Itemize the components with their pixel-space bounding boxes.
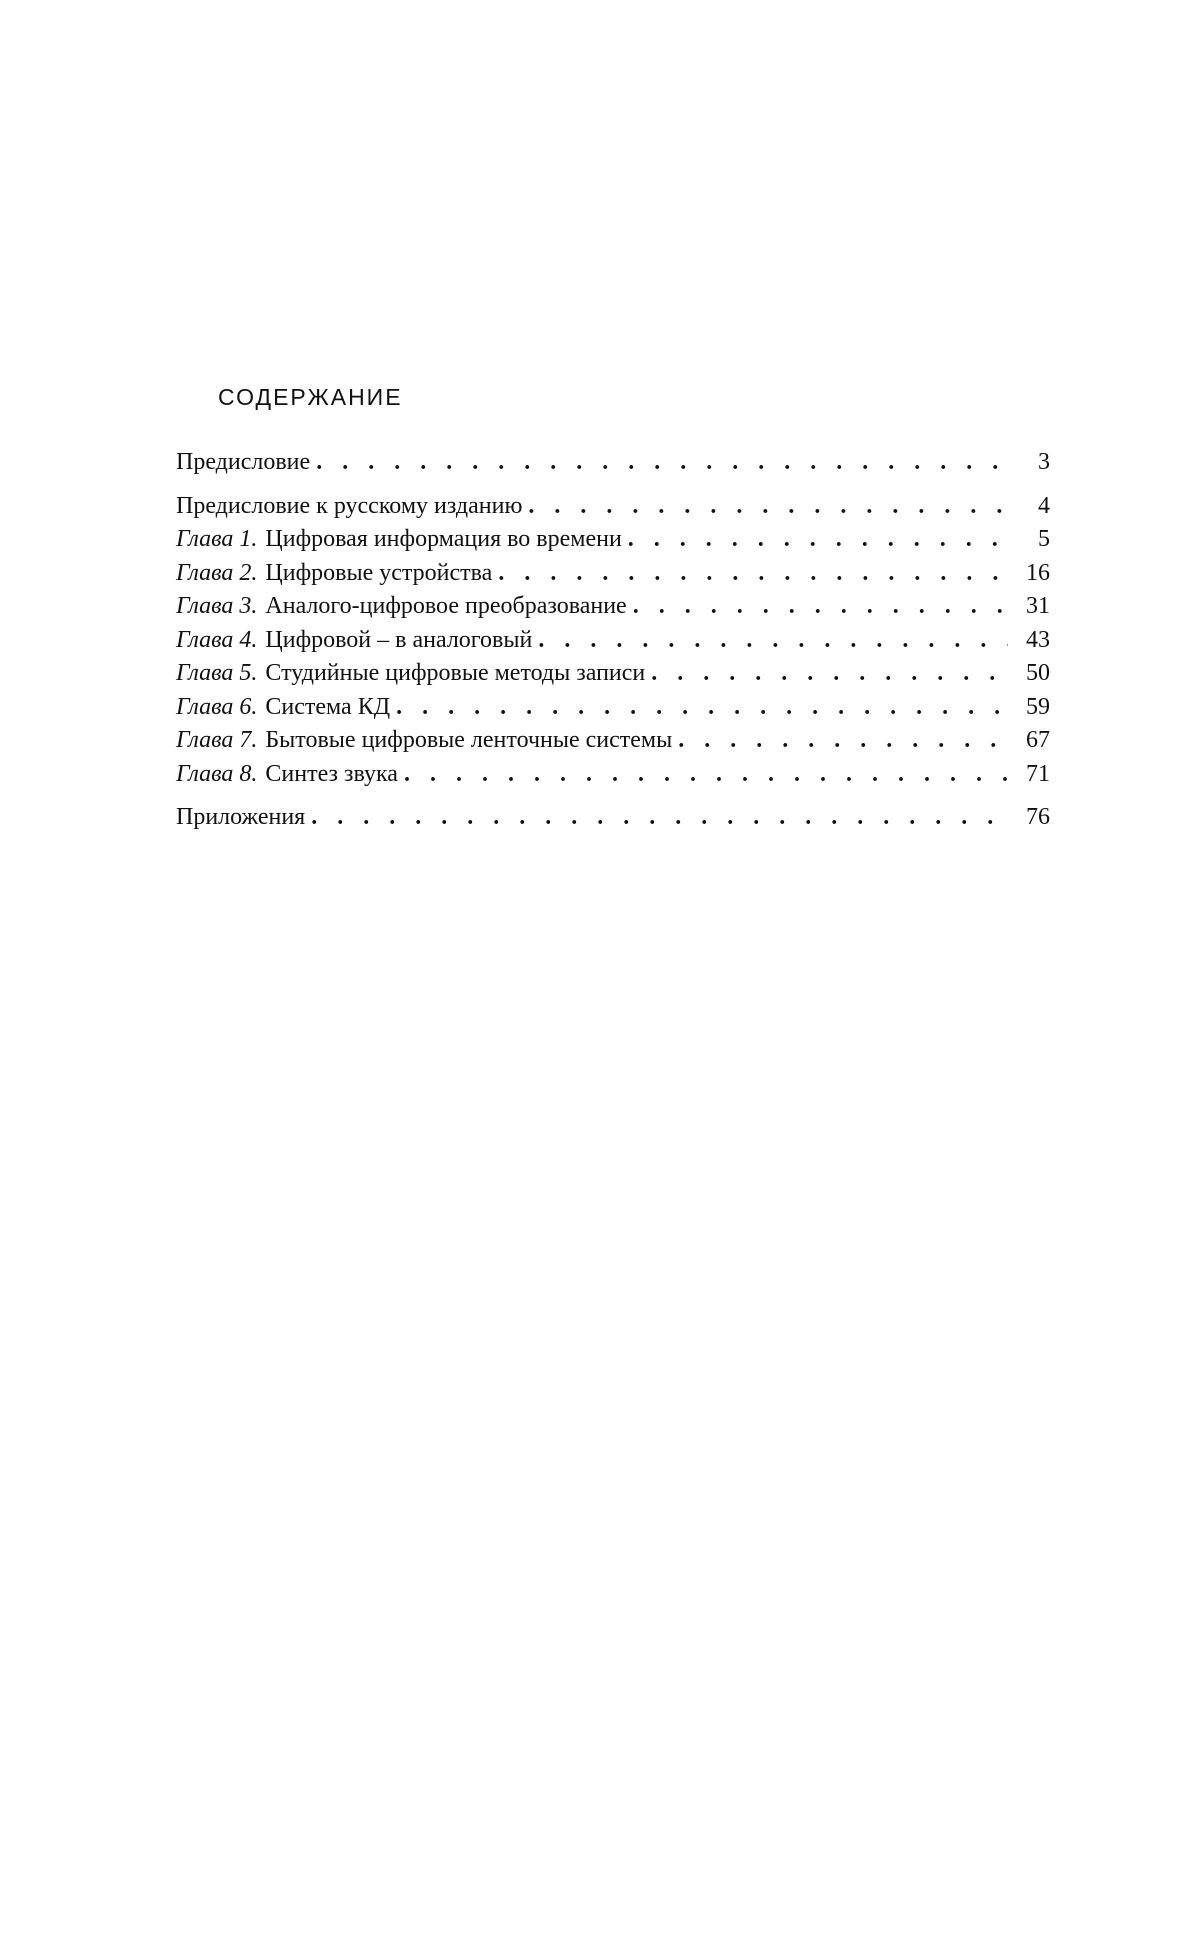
dot-leader bbox=[311, 801, 1008, 835]
dot-leader bbox=[396, 691, 1008, 725]
dot-leader bbox=[404, 758, 1008, 792]
toc-entry-page: 71 bbox=[1026, 760, 1050, 787]
toc-chapter-number: Глава 7. bbox=[176, 727, 258, 753]
toc-entry-chapter-7 bbox=[176, 724, 1050, 758]
toc-chapter-number: Глава 5. bbox=[176, 660, 258, 686]
toc-entry-title: Предисловие bbox=[176, 449, 311, 475]
toc-chapter-number: Глава 3. bbox=[176, 593, 258, 619]
toc-entry-page: 5 bbox=[1038, 526, 1050, 552]
toc-entry-preface bbox=[176, 446, 1050, 480]
toc-entry-page: 4 bbox=[1038, 492, 1050, 519]
dot-leader bbox=[651, 657, 1008, 691]
toc-entry-title: Цифровой – в аналоговый bbox=[265, 626, 533, 653]
toc-chapter-number: Глава 4. bbox=[176, 626, 258, 653]
toc-entry-chapter-4 bbox=[176, 624, 1050, 658]
toc-chapter-number: Глава 8. bbox=[176, 760, 258, 787]
toc-entry-chapter-2 bbox=[176, 557, 1050, 591]
toc-chapter-number: Глава 1. bbox=[176, 526, 258, 552]
dot-leader bbox=[628, 523, 1008, 557]
dot-leader bbox=[538, 624, 1008, 658]
dot-leader bbox=[678, 724, 1008, 758]
toc-entry-chapter-1 bbox=[176, 523, 1050, 557]
toc-entry-title: Аналого-цифровое преобразование bbox=[265, 593, 627, 619]
dot-leader bbox=[498, 557, 1008, 591]
toc-entry-title: Бытовые цифровые ленточные системы bbox=[265, 727, 673, 753]
toc-chapter-number: Глава 2. bbox=[176, 559, 258, 586]
toc-entry-page: 43 bbox=[1026, 626, 1050, 653]
toc-entry-page: 67 bbox=[1026, 727, 1050, 753]
toc-entry-page: 76 bbox=[1026, 804, 1050, 830]
toc-entry-title: Приложения bbox=[176, 804, 306, 830]
toc-entry-page: 59 bbox=[1026, 693, 1050, 720]
toc-entry-title: Цифровая информация во времени bbox=[265, 526, 622, 552]
toc-entry-page: 3 bbox=[1038, 449, 1050, 475]
toc-entry-chapter-6 bbox=[176, 691, 1050, 725]
toc-entry-appendices bbox=[176, 801, 1050, 835]
toc-entry-title: Студийные цифровые методы записи bbox=[265, 660, 646, 686]
dot-leader bbox=[528, 490, 1008, 524]
dot-leader bbox=[633, 590, 1008, 624]
toc-entry-title: Синтез звука bbox=[265, 760, 398, 787]
toc-heading: СОДЕРЖАНИЕ bbox=[218, 384, 403, 410]
toc-entry-chapter-8 bbox=[176, 758, 1050, 792]
dot-leader bbox=[316, 446, 1008, 480]
toc-entry-page: 50 bbox=[1026, 660, 1050, 686]
toc-entry-page: 16 bbox=[1026, 559, 1050, 586]
toc-entry-title: Система КД bbox=[265, 693, 391, 720]
toc-entry-russian-preface bbox=[176, 490, 1050, 524]
toc-entry-title: Предисловие к русскому изданию bbox=[176, 492, 523, 519]
toc-chapter-number: Глава 6. bbox=[176, 693, 258, 720]
toc-entry-title: Цифровые устройства bbox=[265, 559, 493, 586]
toc-entry-chapter-3 bbox=[176, 590, 1050, 624]
table-of-contents bbox=[176, 446, 1050, 835]
toc-entry-page: 31 bbox=[1026, 593, 1050, 619]
toc-entry-chapter-5 bbox=[176, 657, 1050, 691]
